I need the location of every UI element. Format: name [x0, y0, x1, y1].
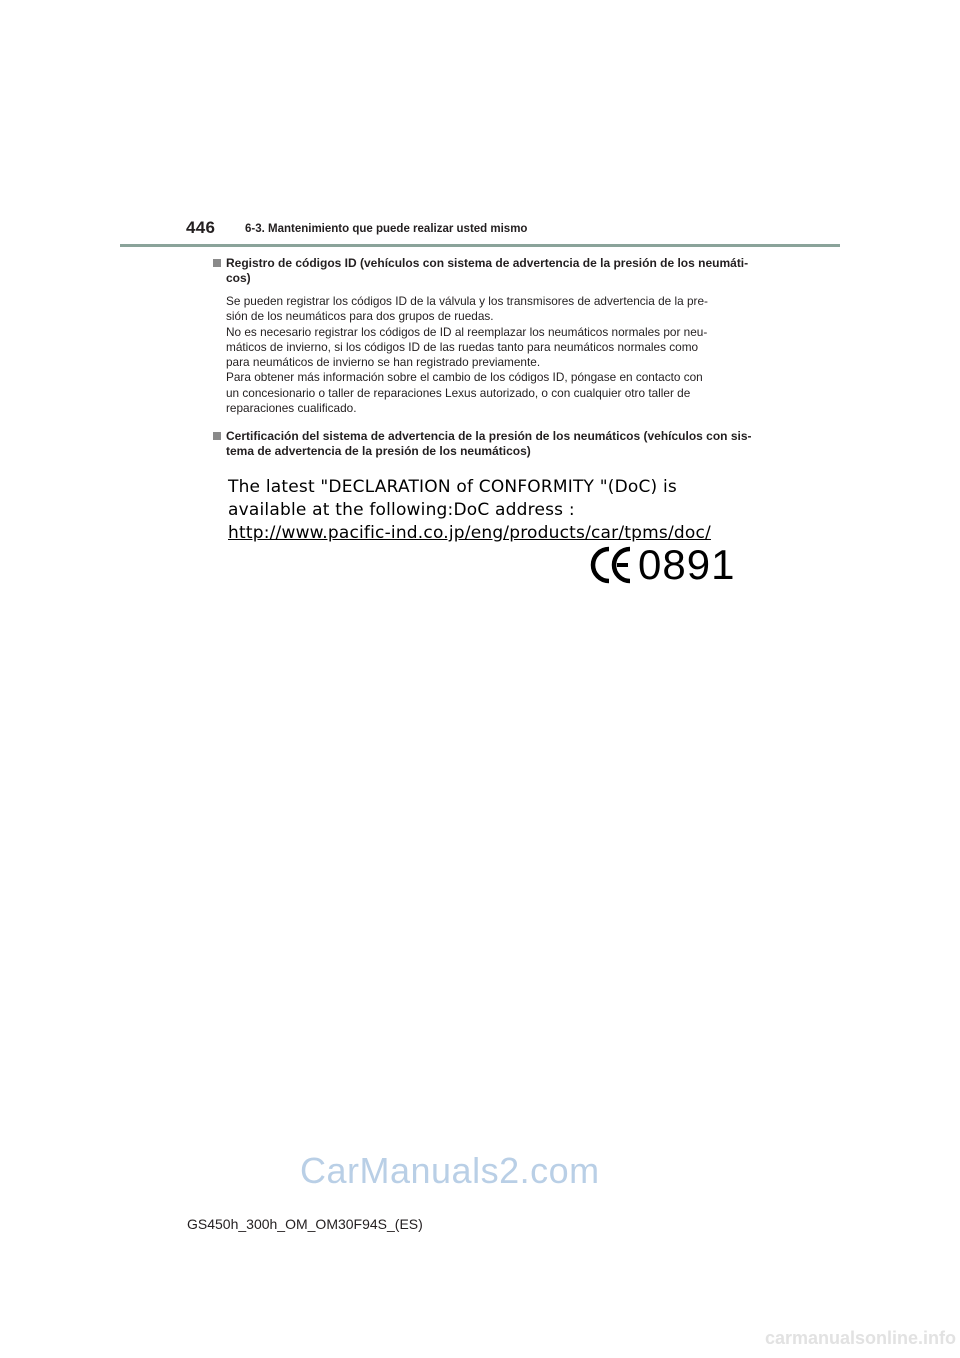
square-bullet-icon: [213, 259, 221, 267]
ce-mark: [590, 540, 735, 590]
item-heading: [213, 256, 753, 286]
paragraph: No es necesario registrar los códigos de ID al reemplazar los neumáticos normales por neu- máticos de invierno, si los códigos ID de las ruedas tanto para neumáticos normales como para neumáticos de invierno se han registrado previamente.: [226, 324, 708, 370]
doc-url-link[interactable]: http://www.pacific-ind.co.jp/eng/products/car/tpms/doc/: [228, 523, 711, 543]
ce-logo-icon: [590, 545, 634, 585]
item-heading: [213, 429, 753, 459]
label-line-2: available at the following:DoC address :: [228, 500, 575, 520]
paragraph: Se pueden registrar los códigos ID de la válvula y los transmisores de advertencia de la pre- sión de los neumáticos para dos grupos de ruedas.: [226, 294, 708, 324]
page-number: 446: [186, 218, 216, 237]
label-line-1: The latest "DECLARATION of CONFORMITY "(DoC) is: [228, 477, 677, 497]
conformity-label: [228, 476, 748, 545]
paragraph: Para obtener más información sobre el cambio de los códigos ID, póngase en contacto con un concesionario o taller de reparaciones Lexus autorizado, o con cualquier otro taller de reparaciones cualificado.: [226, 370, 703, 416]
watermark: CarManuals2.com: [300, 1150, 600, 1191]
section-item-id-registration: [213, 256, 753, 416]
section-title: 6-3. Mantenimiento que puede realizar usted mismo: [245, 223, 528, 235]
square-bullet-icon: [213, 432, 221, 440]
item-heading-text: Certificación del sistema de advertencia de la presión de los neumáticos (vehículos con sis- tema de advertencia de la presión de los neumáticos): [226, 429, 752, 458]
header-divider: [120, 244, 840, 247]
footer-document-code: GS450h_300h_OM_OM30F94S_(ES): [187, 1216, 423, 1232]
notified-body-number: 0891: [638, 541, 736, 588]
footer-site-watermark: carmanualsonline.info: [764, 1328, 956, 1348]
section-item-certification: [213, 429, 753, 459]
item-heading-text: Registro de códigos ID (vehículos con sistema de advertencia de la presión de los neumáti- cos): [226, 256, 749, 285]
